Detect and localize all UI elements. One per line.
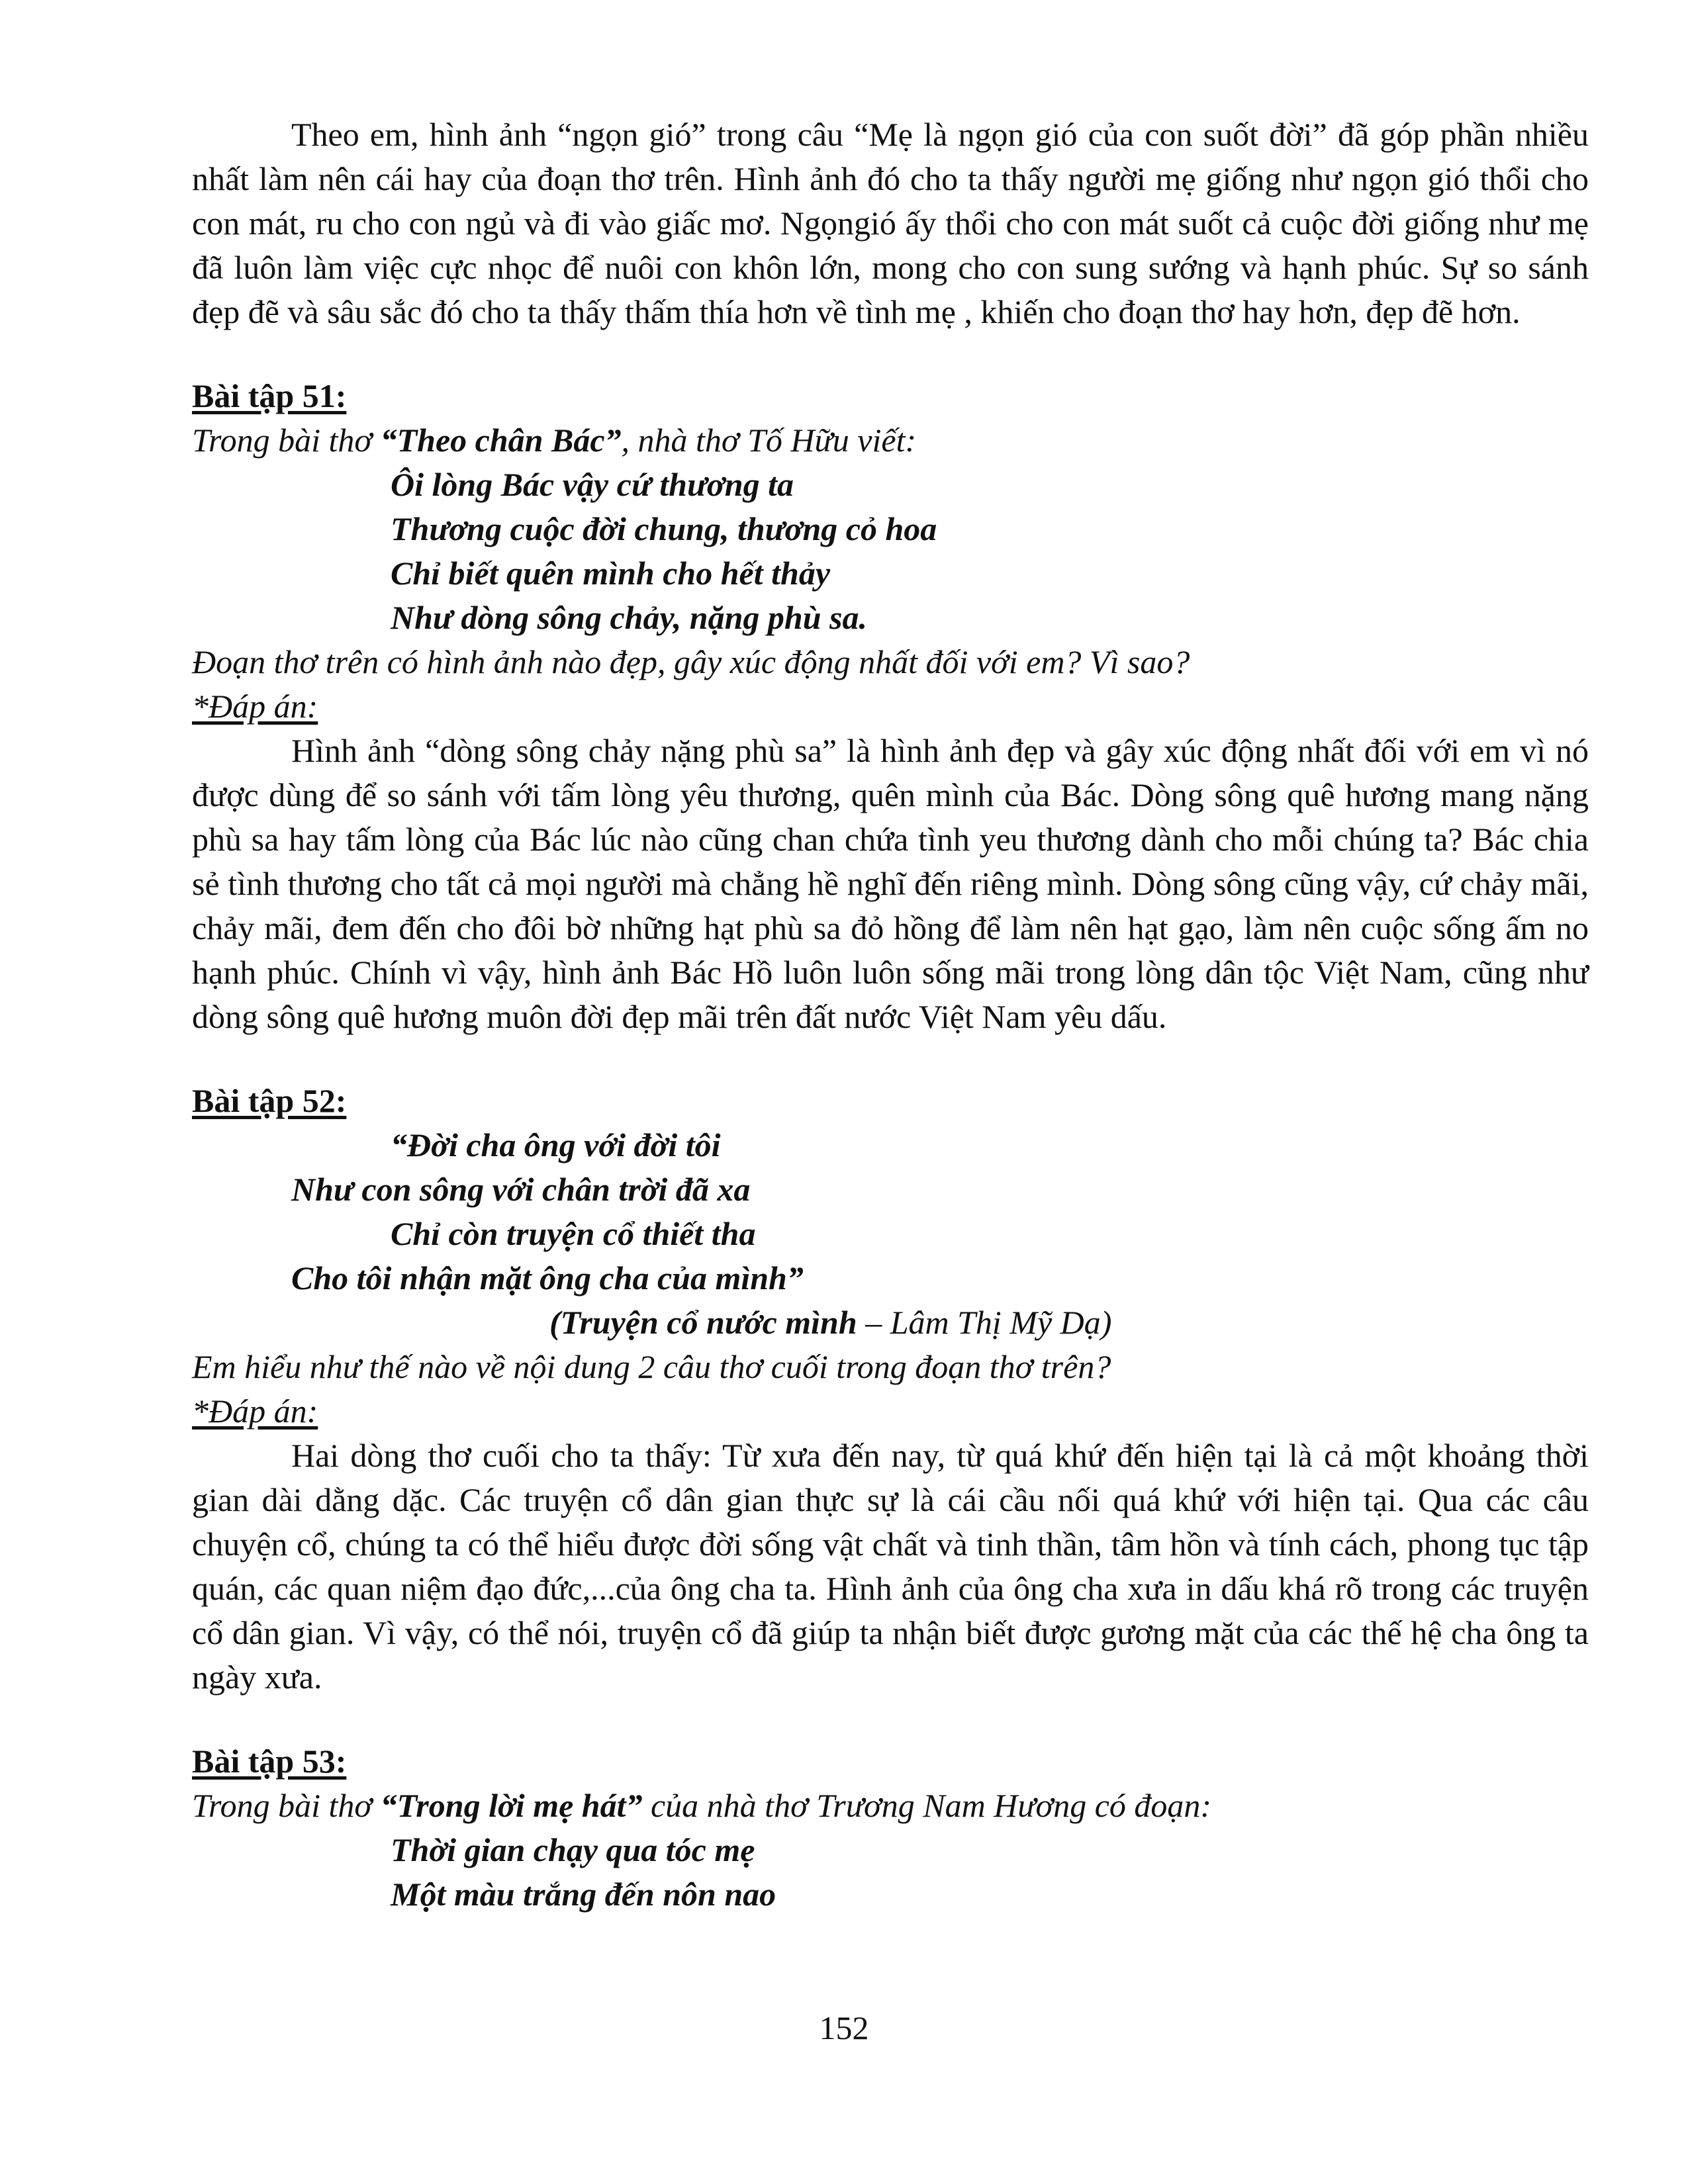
- exercise-51-intro: [192, 418, 1589, 463]
- exercise-51-answer-label: *Đáp án:: [192, 688, 318, 725]
- exercise-51-verse: Ôi lòng Bác vậy cứ thương ta: [391, 466, 794, 503]
- exercise-51-intro-after: , nhà thơ Tố Hữu viết:: [621, 422, 917, 459]
- exercise-52-attribution-author: – Lâm Thị Mỹ Dạ): [857, 1304, 1112, 1341]
- exercise-53-poem-title: “Trong lời mẹ hát”: [380, 1787, 643, 1824]
- exercise-52-verse: Chỉ còn truyện cổ thiết tha: [391, 1215, 756, 1252]
- exercise-53-verse: Thời gian chạy qua tóc mẹ: [391, 1831, 755, 1868]
- exercise-51-verse: Như dòng sông chảy, nặng phù sa.: [391, 599, 867, 636]
- exercise-52-answer: Hai dòng thơ cuối cho ta thấy: Từ xưa đến nay, từ quá khứ đến hiện tại là cả một khoảng thời gian dài dằng dặc. Các truyện cổ dân gian thực sự là cái cầu nối quá khứ với hiện tại. Qua các câu chuyện cổ, chúng ta có thể hiểu được đời sống vật chất và tinh thần, tâm hồn và tính cách, phong tục tập quán, các quan niệm đạo đức,...của ông cha ta. Hình ảnh của ông cha xưa in dấu khá rõ trong các truyện cổ dân gian. Vì vậy, có thể nói, truyện cổ đã giúp ta nhận biết được gương mặt của các thế hệ cha ông ta ngày xưa.: [192, 1437, 1589, 1696]
- exercise-52-verse: Như con sông với chân trời đã xa: [291, 1171, 751, 1208]
- exercise-52-attribution: [549, 1300, 1589, 1345]
- exercise-51-question: Đoạn thơ trên có hình ảnh nào đẹp, gây xúc động nhất đối với em? Vì sao?: [192, 643, 1190, 680]
- exercise-52-question: Em hiểu như thế nào về nội dung 2 câu thơ cuối trong đoạn thơ trên?: [192, 1348, 1111, 1385]
- exercise-51-verse: Thương cuộc đời chung, thương cỏ hoa: [391, 510, 937, 547]
- exercise-52-heading: Bài tập 52:: [192, 1082, 347, 1119]
- exercise-51-intro-before: Trong bài thơ: [192, 422, 381, 459]
- exercise-52-verse: Cho tôi nhận mặt ông cha của mình”: [291, 1259, 804, 1297]
- exercise-52-attribution-work: (Truyện cổ nước mình: [549, 1304, 857, 1341]
- exercise-51-answer-label-line: [192, 684, 1589, 729]
- exercise-51-verse: Chỉ biết quên mình cho hết thảy: [391, 555, 831, 592]
- page-content: [192, 113, 1589, 1917]
- page-number: 152: [819, 2009, 869, 2046]
- exercise-53-heading: Bài tập 53:: [192, 1743, 347, 1780]
- exercise-51-poem-title: “Theo chân Bác”: [380, 422, 622, 459]
- exercise-52-answer-label-line: [192, 1389, 1589, 1433]
- intro-paragraph: Theo em, hình ảnh “ngọn gió” trong câu “Mẹ là ngọn gió của con suốt đời” đã góp phần nhiều nhất làm nên cái hay của đoạn thơ trên. Hình ảnh đó cho ta thấy người mẹ giống như ngọn gió thổi cho con mát, ru cho con ngủ và đi vào giấc mơ. Ngọngió ấy thổi cho con mát suốt cả cuộc đời giống như mẹ đã luôn làm việc cực nhọc để nuôi con khôn lớn, mong cho con sung sướng và hạnh phúc. Sự so sánh đẹp đẽ và sâu sắc đó cho ta thấy thấm thía hơn về tình mẹ , khiến cho đoạn thơ hay hơn, đẹp đẽ hơn.: [192, 116, 1589, 330]
- exercise-53-verse: Một màu trắng đến nôn nao: [391, 1876, 776, 1913]
- exercise-53-intro: [192, 1784, 1589, 1828]
- exercise-53-intro-before: Trong bài thơ: [192, 1787, 381, 1824]
- exercise-52-verse: “Đời cha ông với đời tôi: [391, 1126, 721, 1163]
- exercise-51-answer: Hình ảnh “dòng sông chảy nặng phù sa” là hình ảnh đẹp và gây xúc động nhất đối với em vì nó được dùng để so sánh với tấm lòng yêu thương, quên mình của Bác. Dòng sông quê hương mang nặng phù sa hay tấm lòng của Bác lúc nào cũng chan chứa tình yeu thương dành cho mỗi chúng ta? Bác chia sẻ tình thương cho tất cả mọi người mà chẳng hề nghĩ đến riêng mình. Dòng sông cũng vậy, cứ chảy mãi, chảy mãi, đem đến cho đôi bờ những hạt phù sa đỏ hồng để làm nên hạt gạo, làm nên cuộc sống ấm no hạnh phúc. Chính vì vậy, hình ảnh Bác Hồ luôn luôn sống mãi trong lòng dân tộc Việt Nam, cũng như dòng sông quê hương muôn đời đẹp mãi trên đất nước Việt Nam yêu dấu.: [192, 732, 1589, 1035]
- exercise-53-intro-after: của nhà thơ Trương Nam Hương có đoạn:: [642, 1787, 1212, 1824]
- exercise-52-answer-label: *Đáp án:: [192, 1392, 318, 1430]
- exercise-51-heading: Bài tập 51:: [192, 377, 347, 414]
